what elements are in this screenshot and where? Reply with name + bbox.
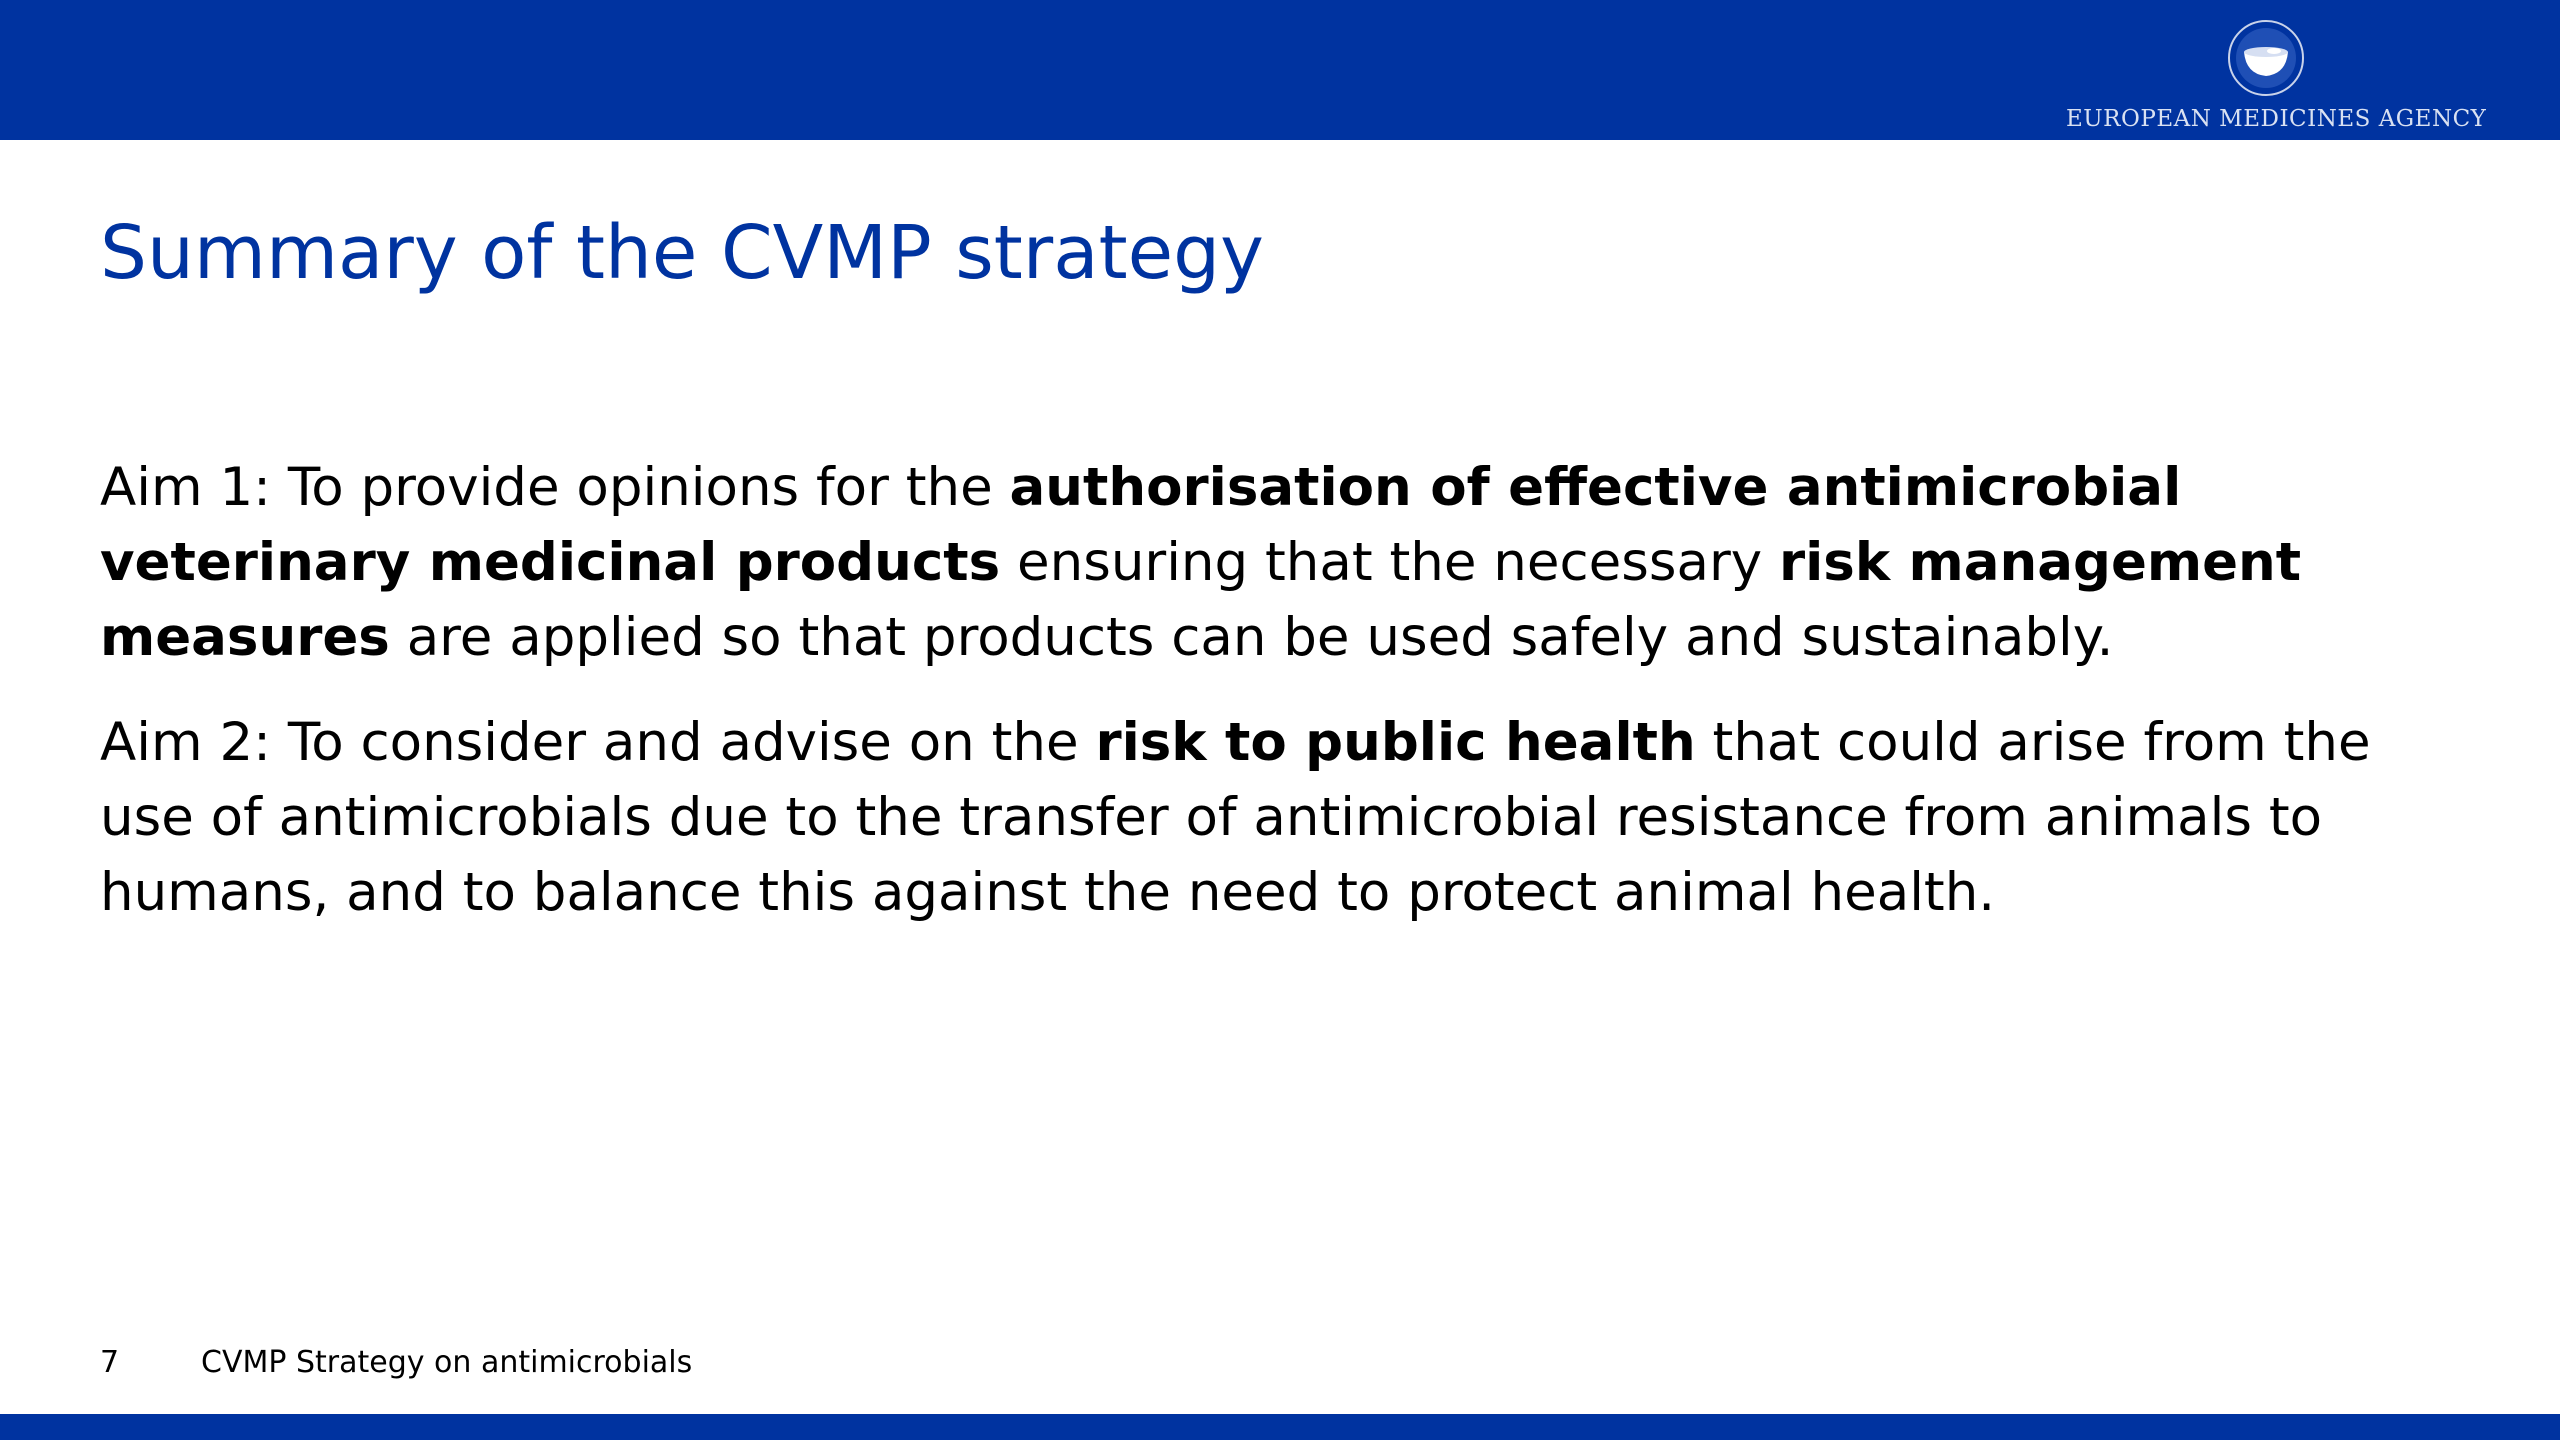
ema-emblem-icon: [2226, 18, 2306, 98]
ema-logo: [2066, 18, 2487, 136]
aim-1-text: Aim 1: To provide opinions for the: [100, 457, 1010, 518]
aim-2-text: that could arise from the use of antimicrobials due to the transfer of antimicrobial resistance from animals to humans, and to balance this against the need to protect animal health.: [100, 712, 2371, 923]
slide-footer: [100, 1345, 692, 1380]
footer-title: CVMP Strategy on antimicrobials: [201, 1345, 693, 1380]
header-band: [0, 0, 2560, 140]
logo-wordmark: EUROPEAN MEDICINES AGENCY: [2066, 106, 2487, 132]
slide-body: [100, 450, 2420, 960]
footer-band: [0, 1414, 2560, 1440]
page-number: 7: [100, 1345, 120, 1380]
aim-2-text: Aim 2: To consider and advise on the: [100, 712, 1096, 773]
slide-title: Summary of the CVMP strategy: [100, 210, 1264, 296]
aim-1-text: are applied so that products can be used safely and sustainably.: [389, 607, 2114, 668]
aim-2-paragraph: [100, 705, 2420, 930]
aim-1-paragraph: [100, 450, 2420, 675]
aim-2-bold-public-health: risk to public health: [1095, 712, 1696, 773]
aim-1-text: ensuring that the necessary: [1000, 532, 1779, 593]
aim-1-bold-risk-management: risk management measures: [100, 532, 2302, 668]
aim-1-bold-authorisation: authorisation of effective antimicrobial veterinary medicinal products: [100, 457, 2182, 593]
